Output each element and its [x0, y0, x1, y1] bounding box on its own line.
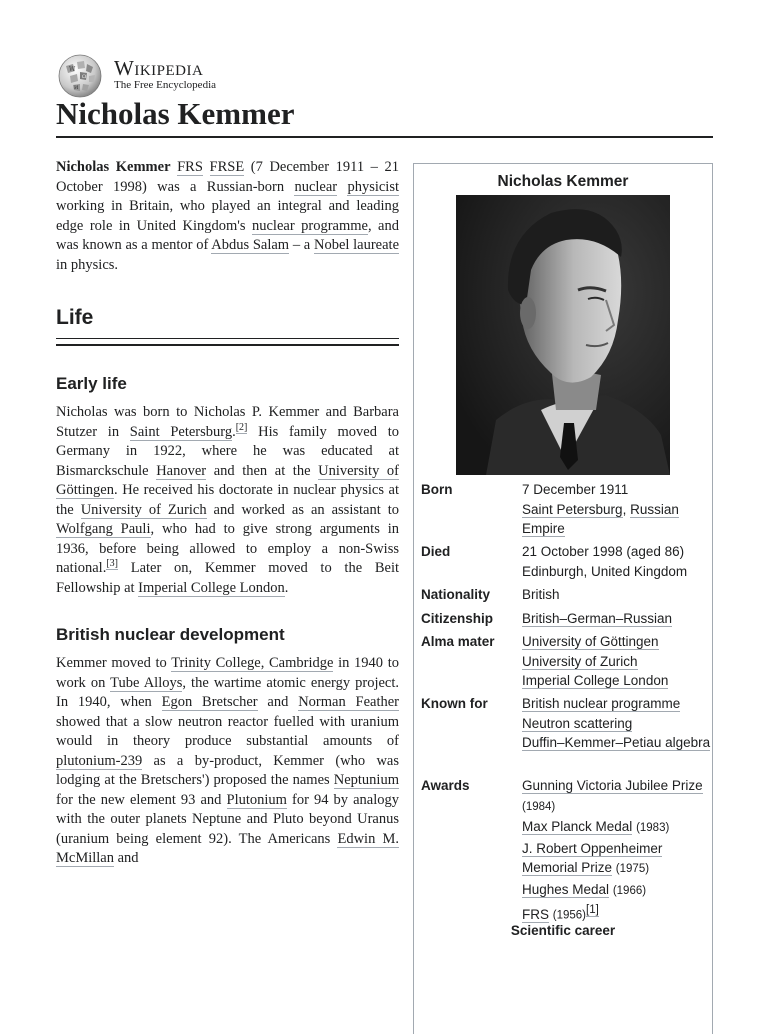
link-nobel-laureate[interactable]: Nobel laureate [313, 237, 400, 253]
link-alma-zurich[interactable]: University of Zurich [522, 653, 638, 669]
link-citizenship[interactable]: British–German–Russian [522, 611, 673, 626]
section-divider [56, 344, 399, 346]
link-egon-bretscher[interactable]: Egon Bretscher [161, 694, 258, 710]
heading-early-life: Early life [56, 374, 127, 393]
infobox [413, 163, 713, 1034]
link-plutonium[interactable]: Plutonium [226, 791, 287, 808]
reference-2[interactable]: [2] [235, 421, 248, 433]
label-awards: Awards [421, 778, 470, 793]
infobox-scientific-career-header: Scientific career [510, 923, 616, 938]
link-russian-empire[interactable]: Russian Empire [522, 501, 679, 536]
value-died: 21 October 1998 (aged 86) Edinburgh, United Kingdom [522, 544, 688, 579]
link-born-saint-petersburg[interactable]: Saint Petersburg [522, 501, 623, 517]
link-hughes-medal[interactable]: Hughes Medal [522, 881, 610, 897]
label-known-for: Known for [421, 696, 488, 711]
section-divider [56, 338, 399, 339]
label-citizenship: Citizenship [421, 611, 494, 626]
link-neutron-scattering[interactable]: Neutron scattering [522, 715, 633, 731]
link-alma-imperial[interactable]: Imperial College London [522, 673, 669, 688]
link-trinity-college[interactable]: Trinity College, Cambridge [171, 655, 334, 671]
label-born: Born [421, 482, 453, 497]
value-awards: Gunning Victoria Jubilee Prize (1984) Max Planck Medal (1983) J. Robert Oppenheimer Memorial Prize (1975) Hughes Medal (1966) FRS (1956)[1] [522, 778, 703, 922]
link-nuclear[interactable]: nuclear [294, 178, 338, 195]
link-imperial-college-london[interactable]: Imperial College London [138, 579, 285, 596]
value-citizenship [522, 609, 712, 629]
page-title: Nicholas Kemmer [56, 96, 295, 131]
value-alma-mater [522, 632, 712, 691]
svg-text:И: И [74, 85, 79, 91]
link-norman-feather[interactable]: Norman Feather [298, 694, 400, 710]
link-dkp-algebra[interactable]: Duffin–Kemmer–Petiau algebra [522, 735, 711, 750]
link-wolfgang-pauli[interactable]: Wolfgang Pauli [56, 521, 151, 537]
value-born: 7 December 1911 Saint Petersburg, Russian Empire [522, 482, 679, 536]
intro-paragraph: Nicholas Kemmer FRS FRSE (7 December 1911 – 21 October 1998) was a Russian-born nuclear physicist working in Britain, who played an integral and leading edge role in United Kingdom's nuclear programme, and was known as a mentor of Abdus Salam – a Nobel laureate in physics. [56, 159, 400, 273]
value-nationality: British [522, 587, 560, 602]
link-alma-gottingen[interactable]: University of Göttingen [522, 634, 659, 649]
nuclear-development-paragraph: Kemmer moved to Trinity College, Cambridge in 1940 to work on Tube Alloys, the wartime atomic energy project. In 1940, when Egon Bretscher and Norman Feather showed that a slow neutron reactor fuelled with uranium would in theory produce substantial amounts of plutonium-239 as a by-product, Kemmer (who was lodging at the Bretschers') proposed the names Neptunium for the new element 93 and Plutonium for 94 by analogy with the outer planets Neptune and Pluto beyond Uranus (uranium being element 92). The Americans Edwin M. McMillan and [56, 655, 400, 866]
link-gunning-prize[interactable]: Gunning Victoria Jubilee Prize [522, 778, 703, 793]
link-hanover[interactable]: Hanover [156, 462, 207, 479]
link-max-planck-medal[interactable]: Max Planck Medal [522, 819, 633, 834]
heading-british-nuclear-development: British nuclear development [56, 625, 285, 644]
portrait-photo[interactable] [456, 195, 670, 475]
link-abdus-salam[interactable]: Abdus Salam [211, 237, 290, 253]
label-died: Died [421, 544, 451, 559]
link-edwin-mcmillan[interactable]: Edwin M. McMillan [56, 830, 400, 866]
link-plutonium-239[interactable]: plutonium-239 [56, 752, 143, 769]
link-frs-award[interactable]: FRS [522, 906, 549, 922]
link-saint-petersburg[interactable]: Saint Petersburg [129, 423, 233, 440]
heading-life: Life [56, 306, 94, 329]
label-nationality: Nationality [421, 587, 491, 602]
wikipedia-globe-logo[interactable] [56, 54, 104, 98]
svg-text:W: W [69, 66, 76, 73]
link-british-nuclear-programme[interactable]: British nuclear programme [522, 696, 681, 711]
link-frs[interactable]: FRS [177, 159, 203, 175]
link-oppenheimer-prize[interactable]: J. Robert Oppenheimer Memorial Prize [522, 840, 663, 875]
title-divider [56, 136, 713, 138]
link-university-of-zurich[interactable]: University of Zurich [80, 501, 207, 518]
value-known-for [522, 694, 712, 753]
link-university-of-gottingen[interactable]: University of Göttingen [56, 462, 399, 498]
link-frse[interactable]: FRSE [209, 159, 245, 175]
link-tube-alloys[interactable]: Tube Alloys [110, 674, 183, 691]
early-life-paragraph: Nicholas was born to Nicholas P. Kemmer and Barbara Stutzer in Saint Petersburg.[2] His family moved to Germany in 1922, where he was educated at Bismarckschule Hanover and then at the University of Göttingen. He received his doctorate in nuclear physics at the University of Zurich and worked as an assistant to Wolfgang Pauli, who had to give strong arguments in 1936, before being allowed to employ a non-Swiss national.[3] Later on, Kemmer moved to the Beit Fellowship at Imperial College London. [56, 404, 399, 596]
label-alma-mater: Alma mater [421, 634, 495, 649]
reference-1[interactable]: [1] [586, 904, 599, 916]
infobox-title: Nicholas Kemmer [497, 173, 629, 190]
wikipedia-wordmark[interactable]: Wikipedia [114, 56, 204, 80]
wikipedia-tagline: The Free Encyclopedia [114, 79, 217, 91]
reference-3[interactable]: [3] [106, 558, 119, 570]
subject-name: Nicholas Kemmer [56, 159, 171, 175]
link-neptunium[interactable]: Neptunium [333, 772, 399, 788]
svg-text:Ω: Ω [82, 74, 87, 80]
link-nuclear-programme[interactable]: nuclear programme [252, 217, 368, 234]
link-physicist[interactable]: physicist [347, 178, 400, 195]
